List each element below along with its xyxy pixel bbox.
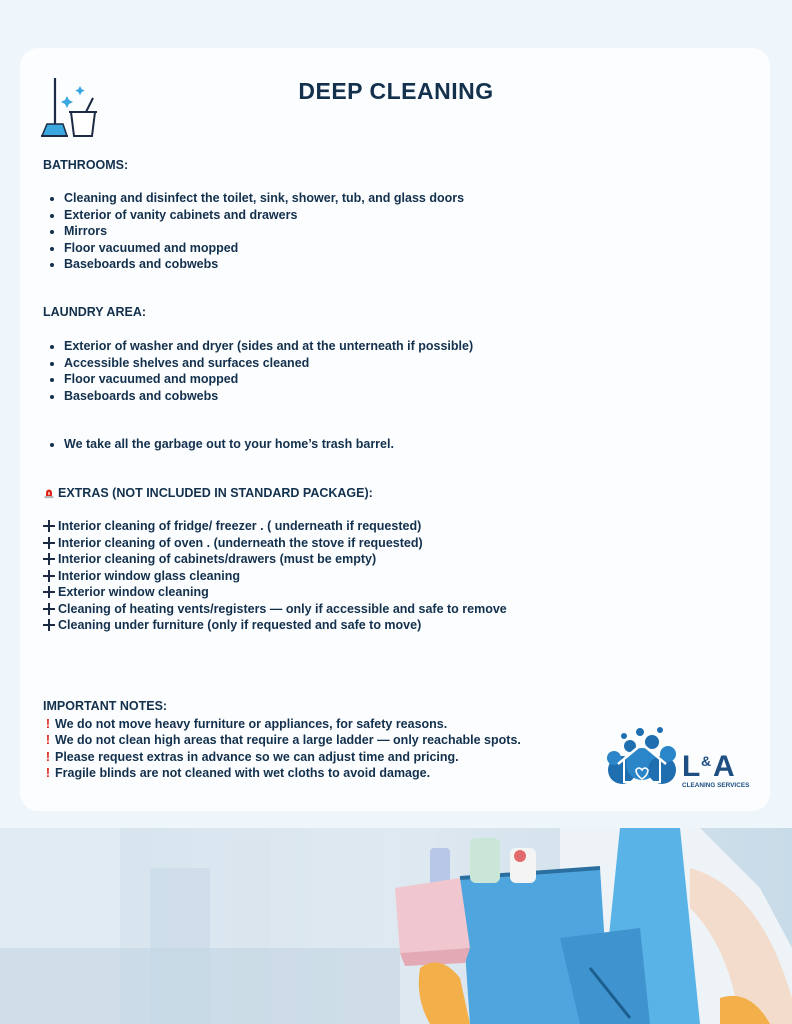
extras-list: [43, 518, 507, 634]
plus-icon: [43, 603, 55, 615]
plus-icon: [43, 553, 55, 565]
svg-text:A: A: [713, 750, 735, 783]
list-item: • Exterior of washer and dryer (sides and at the unterneath if possible): [64, 338, 473, 355]
list-item: • Floor vacuumed and mopped: [64, 240, 464, 257]
extra-label: Exterior window cleaning: [58, 585, 209, 599]
list-item: [43, 617, 507, 634]
list-item: [43, 716, 521, 732]
list-item: [43, 749, 521, 765]
plus-icon: [43, 619, 55, 631]
list-item: [43, 765, 521, 781]
extras-heading-label: EXTRAS (NOT INCLUDED IN STANDARD PACKAGE):: [58, 486, 373, 500]
bathrooms-list: [43, 190, 464, 273]
plus-icon: [43, 520, 55, 532]
plus-icon: [43, 570, 55, 582]
notes-list: [43, 716, 521, 781]
content-card: [20, 48, 770, 811]
siren-icon: [43, 487, 55, 499]
list-item: • We take all the garbage out to your home’s trash barrel.: [64, 436, 394, 453]
garbage-list: [43, 436, 394, 453]
exclamation-icon: !: [45, 749, 51, 764]
note-label: Fragile blinds are not cleaned with wet cloths to avoid damage.: [55, 765, 431, 780]
list-item: [43, 601, 507, 618]
svg-text:CLEANING SERVICES: CLEANING SERVICES: [682, 782, 750, 789]
note-label: Please request extras in advance so we can adjust time and pricing.: [55, 749, 459, 764]
list-item: [43, 518, 507, 535]
list-item: • Cleaning and disinfect the toilet, sink, shower, tub, and glass doors: [64, 190, 464, 207]
plus-icon: [43, 586, 55, 598]
note-label: We do not clean high areas that require a large ladder — only reachable spots.: [55, 733, 521, 748]
list-item: • Exterior of vanity cabinets and drawers: [64, 207, 464, 224]
list-item: • Accessible shelves and surfaces cleaned: [64, 355, 473, 372]
list-item: [43, 535, 507, 552]
page-title: DEEP CLEANING: [298, 78, 494, 104]
bathrooms-heading: BATHROOMS:: [43, 158, 129, 172]
extras-heading: [43, 486, 373, 500]
list-item: • Floor vacuumed and mopped: [64, 371, 473, 388]
list-item: [43, 551, 507, 568]
extra-label: Interior window glass cleaning: [58, 568, 240, 583]
exclamation-icon: !: [45, 733, 51, 748]
extra-label: Cleaning under furniture (only if requested and safe to move): [58, 618, 422, 632]
list-item: [43, 568, 507, 585]
extra-label: Interior cleaning of cabinets/drawers (must be empty): [58, 552, 377, 566]
svg-text:L: L: [682, 750, 701, 783]
list-item: [43, 732, 521, 748]
extra-label: Interior cleaning of fridge/ freezer . ( underneath if requested): [58, 519, 422, 533]
cleaning-photo: [0, 828, 792, 1024]
laundry-heading: LAUNDRY AREA:: [43, 305, 147, 319]
exclamation-icon: !: [45, 765, 51, 780]
extra-label: Cleaning of heating vents/registers — only if accessible and safe to remove: [58, 601, 507, 616]
list-item: • Baseboards and cobwebs: [64, 388, 473, 405]
plus-icon: [43, 537, 55, 549]
list-item: • Baseboards and cobwebs: [64, 256, 464, 273]
extra-label: Interior cleaning of oven . (underneath the stove if requested): [58, 535, 423, 550]
list-item: • Mirrors: [64, 223, 464, 240]
note-label: We do not move heavy furniture or appliances, for safety reasons.: [55, 717, 448, 731]
notes-heading: IMPORTANT NOTES:: [43, 699, 168, 713]
svg-text:&: &: [701, 753, 712, 769]
laundry-list: [43, 338, 473, 404]
exclamation-icon: !: [45, 717, 51, 731]
list-item: [43, 584, 507, 601]
brand-logo: [600, 724, 760, 794]
